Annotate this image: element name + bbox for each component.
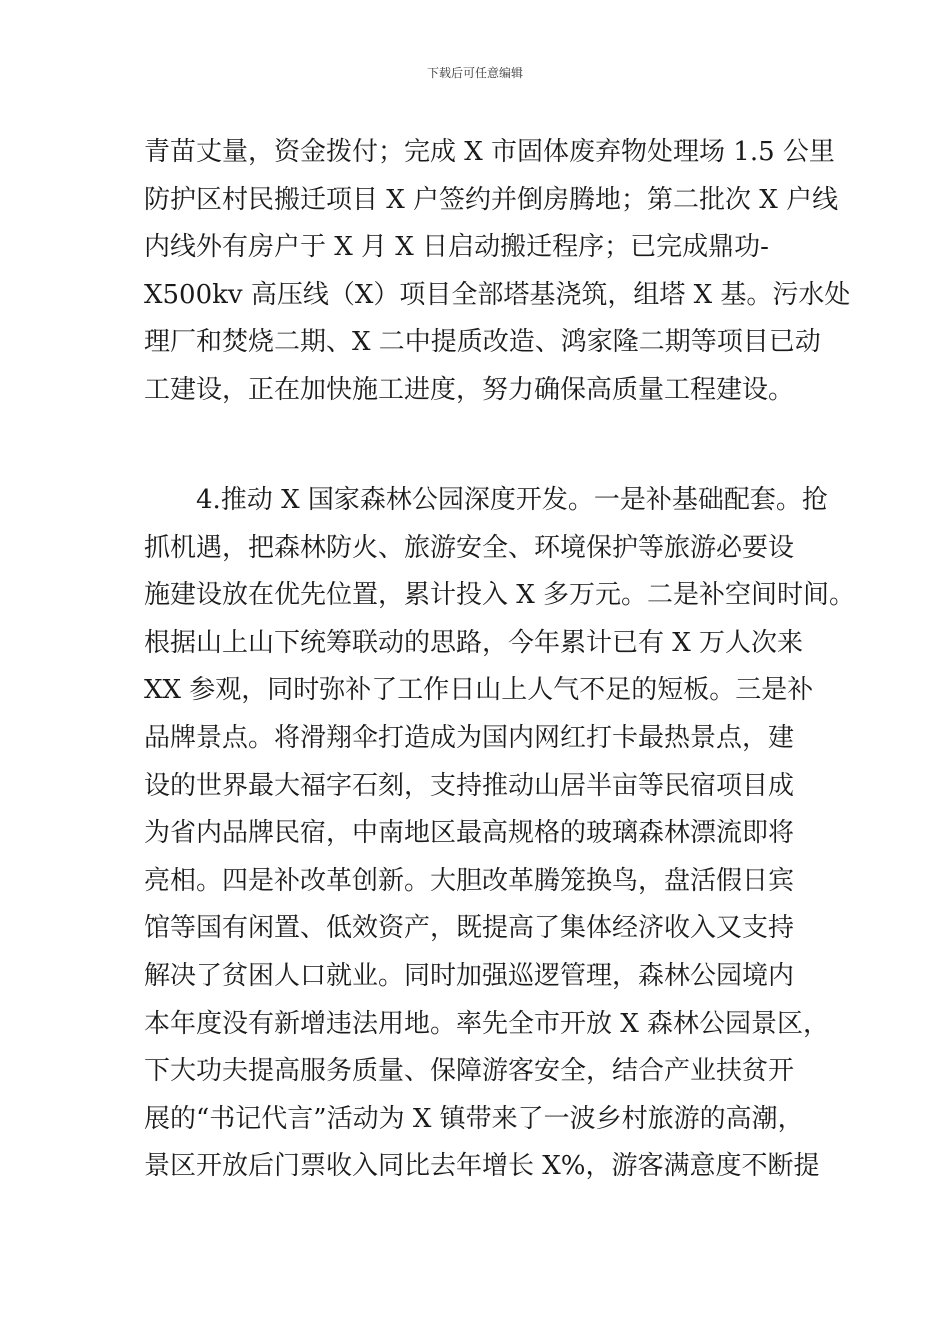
text-line: XX 参观，同时弥补了工作日山上人气不足的短板。三是补 [144, 675, 814, 706]
text-line: 防护区村民搬迁项目 X 户签约并倒房腾地；第二批次 X 户线 [144, 184, 839, 215]
body-paragraph-2 [144, 477, 856, 1191]
text-line: 理厂和焚烧二期、X 二中提质改造、鸿家隆二期等项目已动 [144, 327, 821, 358]
text-line: 景区开放后门票收入同比去年增长 X%，游客满意度不断提 [144, 1151, 820, 1182]
page-header: 下载后可任意编辑 [426, 66, 523, 80]
text-line: 解决了贫困人口就业。同时加强巡逻管理，森林公园境内 [144, 960, 795, 991]
body-paragraph-1 [144, 129, 851, 415]
text-line: X500kv 高压线（X）项目全部塔基浇筑，组塔 X 基。污水处 [144, 279, 851, 310]
text-line: 内线外有房户于 X 月 X 日启动搬迁程序；已完成鼎功- [144, 232, 769, 263]
text-line: 4.推动 X 国家森林公园深度开发。一是补基础配套。抢 [144, 485, 828, 515]
text-line: 青苗丈量，资金拨付；完成 X 市固体废弃物处理场 1.5 公里 [144, 137, 835, 167]
text-line: 根据山上山下统筹联动的思路，今年累计已有 X 万人次来 [144, 627, 804, 658]
text-line: 馆等国有闲置、低效资产，既提高了集体经济收入又支持 [144, 913, 795, 944]
text-line: 设的世界最大福字石刻，支持推动山居半亩等民宿项目成 [144, 770, 795, 801]
text-line: 下大功夫提高服务质量、保障游客安全，结合产业扶贫开 [144, 1056, 795, 1087]
text-line: 抓机遇，把森林防火、旅游安全、环境保护等旅游必要设 [144, 532, 795, 563]
text-line: 亮相。四是补改革创新。大胆改革腾笼换鸟，盘活假日宾 [144, 865, 795, 896]
text-line: 为省内品牌民宿，中南地区最高规格的玻璃森林漂流即将 [144, 818, 795, 849]
text-line: 工建设，正在加快施工进度，努力确保高质量工程建设。 [144, 374, 795, 405]
text-line: 展的“书记代言”活动为 X 镇带来了一波乡村旅游的高潮， [144, 1103, 804, 1134]
text-line: 施建设放在优先位置，累计投入 X 多万元。二是补空间时间。 [144, 580, 856, 611]
text-line: 品牌景点。将滑翔伞打造成为国内网红打卡最热景点，建 [144, 722, 795, 753]
text-line: 本年度没有新增违法用地。率先全市开放 X 森林公园景区， [144, 1008, 830, 1039]
